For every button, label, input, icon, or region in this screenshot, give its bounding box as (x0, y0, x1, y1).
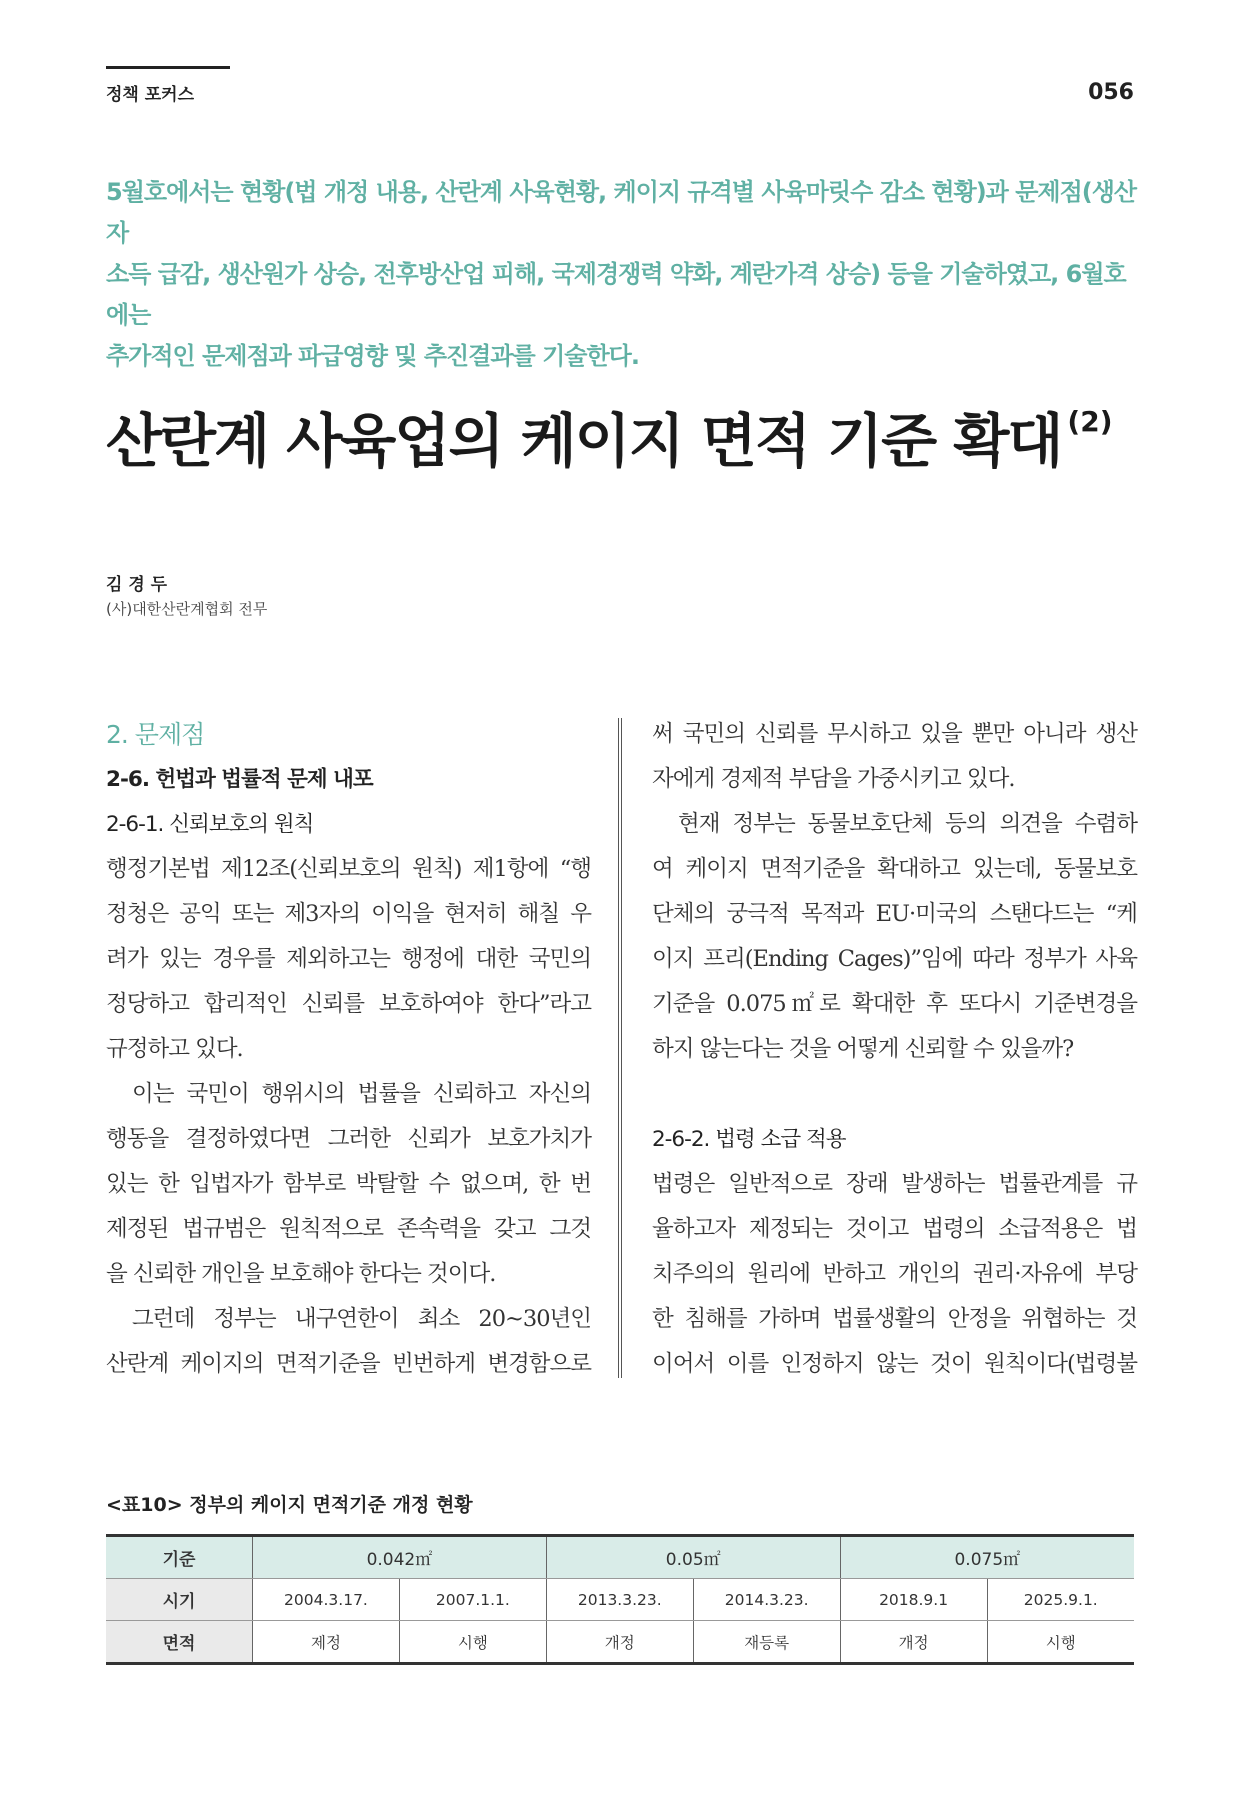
right-column (652, 712, 1137, 1387)
body-line: 여 케이지 면적기준을 확대하고 있는데, 동물보호 (652, 856, 1137, 882)
body-line: 정청은 공익 또는 제3자의 이익을 현저히 해칠 우 (106, 901, 591, 927)
body-line: 제정된 법규범은 원칙적으로 존속력을 갖고 그것 (106, 1216, 591, 1242)
author-name: 김 경 두 (106, 575, 168, 595)
table-caption: <표10> 정부의 케이지 면적기준 개정 현황 (106, 1494, 473, 1516)
body-line: 법령은 일반적으로 장래 발생하는 법률관계를 규 (652, 1171, 1137, 1197)
table-row-standard (106, 1536, 1134, 1579)
section-label: 정책 포커스 (106, 85, 195, 105)
blank-line (652, 1072, 1137, 1117)
body-line: 이어서 이를 인정하지 않는 것이 원칙이다(법령불 (652, 1351, 1137, 1377)
body-line: 정당하고 합리적인 신뢰를 보호하여야 한다”라고 (106, 991, 591, 1017)
column-divider (618, 718, 622, 1378)
body-line: 그런데 정부는 내구연한이 최소 20~30년인 (132, 1306, 591, 1332)
left-column (106, 712, 591, 1387)
body-line: 치주의의 원리에 반하고 개인의 권리·자유에 부당 (652, 1261, 1137, 1287)
lead-line: 5월호에서는 현황(법 개정 내용, 산란계 사육현황, 케이지 규격별 사육마릿수 감소 현황)과 문제점(생산자 (106, 178, 1137, 247)
body-line: 려가 있는 경우를 제외하고는 행정에 대한 국민의 (106, 946, 591, 972)
table-cell: 2013.3.23. (546, 1579, 693, 1621)
table-cell: 2007.1.1. (399, 1579, 546, 1621)
body-line: 단체의 궁극적 목적과 EU·미국의 스탠다드는 “케 (652, 901, 1137, 927)
subsubsection-heading: 2-6-2. 법령 소급 적용 (652, 1127, 846, 1152)
body-line: 행동을 결정하였다면 그러한 신뢰가 보호가치가 (106, 1126, 591, 1152)
header-rule (106, 66, 230, 69)
subsection-heading: 2-6. 헌법과 법률적 문제 내포 (106, 767, 373, 792)
table-cell: 제정 (253, 1621, 400, 1664)
section-heading: 2. 문제점 (106, 720, 205, 749)
body-line: 기준을 0.075㎡로 확대한 후 또다시 기준변경을 (652, 991, 1137, 1017)
author-affiliation: (사)대한산란계협회 전무 (106, 600, 268, 618)
table-cell: 2025.9.1. (987, 1579, 1134, 1621)
body-line: 있는 한 입법자가 함부로 박탈할 수 없으며, 한 번 (106, 1171, 591, 1197)
lead-line: 소득 급감, 생산원가 상승, 전후방산업 피해, 국제경쟁력 약화, 계란가격 상승) 등을 기술하였고, 6월호에는 (106, 260, 1126, 329)
table-row-date (106, 1579, 1134, 1621)
body-line: 을 신뢰한 개인을 보호해야 한다는 것이다. (106, 1261, 496, 1287)
body-line: 산란계 케이지의 면적기준을 빈번하게 변경함으로 (106, 1351, 591, 1377)
lead-paragraph (106, 172, 1146, 377)
page-number: 056 (1088, 80, 1134, 105)
table-cell: 0.05㎡ (546, 1536, 840, 1579)
table-cell: 0.075㎡ (840, 1536, 1134, 1579)
table-cell: 0.042㎡ (253, 1536, 547, 1579)
body-line: 써 국민의 신뢰를 무시하고 있을 뿐만 아니라 생산 (652, 721, 1137, 747)
body-line: 이는 국민이 행위시의 법률을 신뢰하고 자신의 (132, 1081, 591, 1107)
table-cell: 2014.3.23. (693, 1579, 840, 1621)
article-title-main: 산란계 사육업의 케이지 면적 기준 확대 (106, 407, 1062, 475)
table-cell: 2018.9.1 (840, 1579, 987, 1621)
row-label: 시기 (106, 1579, 253, 1621)
article-title-part: (2) (1067, 405, 1113, 438)
row-label: 기준 (106, 1536, 253, 1579)
body-line: 현재 정부는 동물보호단체 등의 의견을 수렴하 (678, 811, 1137, 837)
row-label: 면적 (106, 1621, 253, 1664)
table-cell: 재등록 (693, 1621, 840, 1664)
lead-line: 추가적인 문제점과 파급영향 및 추진결과를 기술한다. (106, 342, 639, 370)
body-line: 이지 프리(Ending Cages)”임에 따라 정부가 사육 (652, 946, 1137, 972)
body-line: 한 침해를 가하며 법률생활의 안정을 위협하는 것 (652, 1306, 1137, 1332)
body-line: 규정하고 있다. (106, 1036, 243, 1062)
table-cell: 개정 (546, 1621, 693, 1664)
table-cell: 시행 (987, 1621, 1134, 1664)
article-title (106, 394, 1113, 478)
body-line: 행정기본법 제12조(신뢰보호의 원칙) 제1항에 “행 (106, 856, 591, 882)
table-cell: 개정 (840, 1621, 987, 1664)
table-cell: 2004.3.17. (253, 1579, 400, 1621)
body-line: 자에게 경제적 부담을 가중시키고 있다. (652, 766, 1015, 792)
body-line: 율하고자 제정되는 것이고 법령의 소급적용은 법 (652, 1216, 1137, 1242)
subsubsection-heading: 2-6-1. 신뢰보호의 원칙 (106, 812, 314, 837)
cage-standard-table (106, 1534, 1134, 1665)
body-line: 하지 않는다는 것을 어떻게 신뢰할 수 있을까? (652, 1036, 1074, 1062)
table-cell: 시행 (399, 1621, 546, 1664)
table-row-action (106, 1621, 1134, 1664)
